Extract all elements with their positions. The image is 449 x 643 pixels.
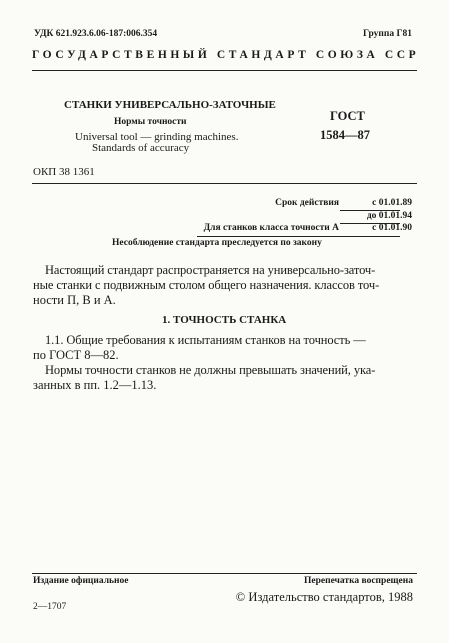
page-code: 2—1707 [33,602,67,612]
paragraph-1-2-line-1: Нормы точности станков не должны превышать значений, ука- [45,363,376,377]
footer-rule [32,573,417,574]
intro-line-1: Настоящий стандарт распространяется на универсально-заточ- [45,263,376,277]
english-title-line2: Standards of accuracy [92,142,190,154]
okp-rule [32,183,417,184]
udk-code: УДК 621.923.6.06-187:006.354 [34,29,158,39]
paragraph-1-1-line-1: 1.1. Общие требования к испытаниям станков на точность — [45,333,366,347]
paragraph-1-1-line-2: по ГОСТ 8—82. [33,348,119,362]
validity-rule-3 [197,236,400,237]
header-rule [32,70,417,71]
english-title-line1: Universal tool — grinding machines. [75,131,239,143]
group-code: Группа Г81 [363,29,412,39]
class-a-from: с 01.01.90 [372,223,412,233]
gost-label: ГОСТ [330,109,365,123]
publisher-copyright: © Издательство стандартов, 1988 [235,590,413,604]
paragraph-1-2-line-2: занных в пп. 1.2—1.13. [33,378,157,392]
validity-term-label: Срок действия [275,198,339,208]
state-standard-heading: ГОСУДАРСТВЕННЫЙ СТАНДАРТ СОЮЗА ССР [32,49,420,61]
class-a-label: Для станков класса точности А [203,223,339,233]
standard-subtitle: Нормы точности [114,117,187,127]
intro-line-3: ности П, В и А. [33,293,116,307]
gost-number: 1584—87 [320,128,370,142]
prosecution-note: Несоблюдение стандарта преследуется по закону [112,238,322,248]
section-title: 1. ТОЧНОСТЬ СТАНКА [162,314,287,326]
reprint-prohibited: Перепечатка воспрещена [303,576,413,586]
validity-from: с 01.01.89 [372,198,412,208]
validity-to: до 01.01.94 [366,211,412,221]
okp-code: ОКП 38 1361 [33,166,95,178]
intro-line-2: ные станки с подвижным столом общего назначения. классов точ- [33,278,380,292]
standard-title: СТАНКИ УНИВЕРСАЛЬНО-ЗАТОЧНЫЕ [64,99,276,111]
official-edition: Издание официальное [33,576,129,586]
